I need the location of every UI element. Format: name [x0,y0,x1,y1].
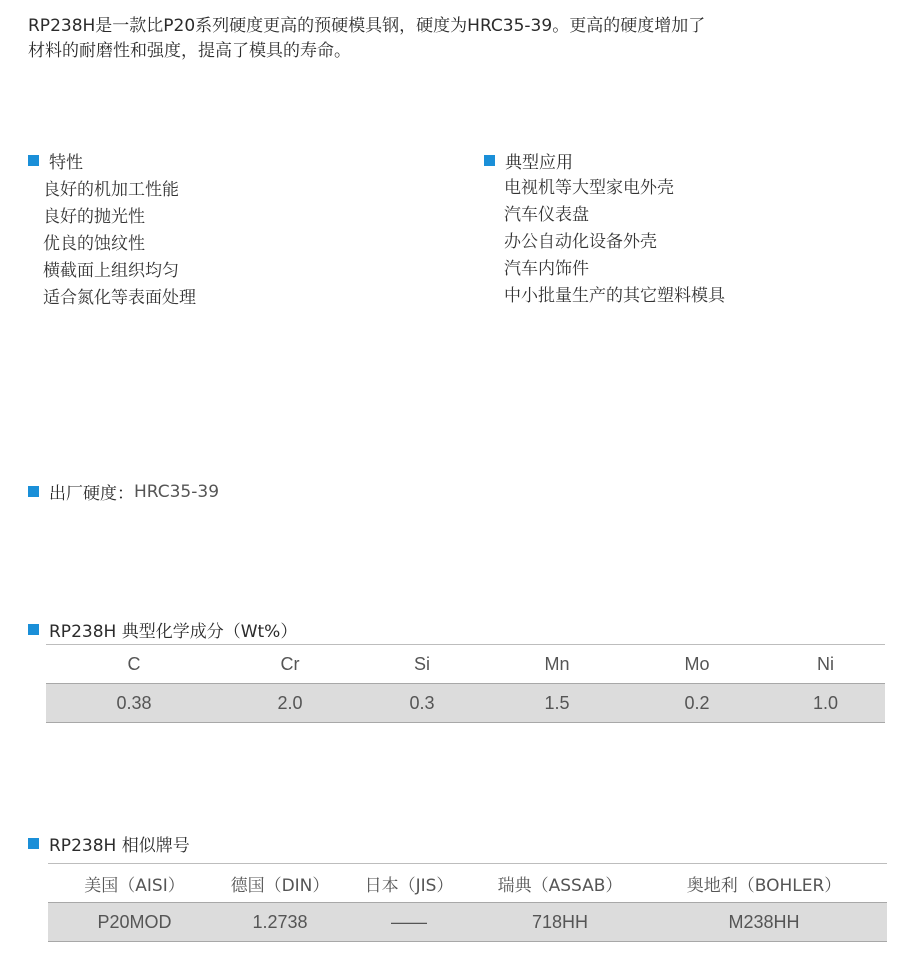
table-header-cell: 瑞典（ASSAB） [479,864,641,903]
list-item: 良好的机加工性能 [43,180,179,200]
composition-heading [28,617,297,642]
table-header-cell: Mn [486,645,628,684]
table-header-cell: Si [358,645,486,684]
intro-line-2: 材料的耐磨性和强度，提高了模具的寿命。 [28,41,351,61]
applications-heading [484,148,573,173]
similar-title: RP238H 相似牌号 [49,836,190,856]
table-header-cell: 奥地利（BOHLER） [641,864,887,903]
table-header-row [48,864,887,903]
table-header-cell: C [46,645,222,684]
list-item: 良好的抛光性 [43,207,145,227]
list-item: 汽车仪表盘 [504,205,589,225]
applications-list [504,175,725,310]
features-list [43,177,196,312]
intro-paragraph [28,14,888,64]
table-cell: P20MOD [48,903,221,942]
list-item: 汽车内饰件 [504,259,589,279]
similar-heading [28,831,190,856]
similar-grades-table [48,863,887,942]
table-header-cell: 美国（AISI） [48,864,221,903]
square-bullet-icon [484,155,495,166]
table-cell: 0.2 [628,684,766,723]
square-bullet-icon [28,155,39,166]
table-cell: 1.5 [486,684,628,723]
table-cell: 1.2738 [221,903,339,942]
composition-table [46,644,885,723]
table-cell: 0.38 [46,684,222,723]
table-row [48,903,887,942]
list-item: 中小批量生产的其它塑料模具 [504,286,725,306]
list-item: 电视机等大型家电外壳 [504,178,674,198]
table-row [46,684,885,723]
table-cell: 0.3 [358,684,486,723]
square-bullet-icon [28,838,39,849]
table-cell: M238HH [641,903,887,942]
table-header-cell: Ni [766,645,885,684]
intro-line-1: RP238H是一款比P20系列硬度更高的预硬模具钢，硬度为HRC35-39。更高的硬度增加了 [28,16,706,36]
square-bullet-icon [28,624,39,635]
table-cell: 718HH [479,903,641,942]
features-heading [28,148,83,173]
table-header-cell: Mo [628,645,766,684]
applications-title: 典型应用 [505,153,573,173]
features-title: 特性 [49,153,83,173]
table-cell: 2.0 [222,684,358,723]
hardness-heading [28,479,219,504]
table-header-row [46,645,885,684]
list-item: 办公自动化设备外壳 [504,232,657,252]
composition-title: RP238H 典型化学成分（Wt%） [49,622,298,642]
table-header-cell: 德国（DIN） [221,864,339,903]
list-item: 横截面上组织均匀 [43,261,179,281]
hardness-label: 出厂硬度： [49,484,134,504]
square-bullet-icon [28,486,39,497]
list-item: 适合氮化等表面处理 [43,288,196,308]
hardness-value: HRC35-39 [134,481,220,502]
list-item: 优良的蚀纹性 [43,234,145,254]
table-header-cell: 日本（JIS） [339,864,479,903]
table-cell: 1.0 [766,684,885,723]
table-header-cell: Cr [222,645,358,684]
table-cell: —— [339,903,479,942]
